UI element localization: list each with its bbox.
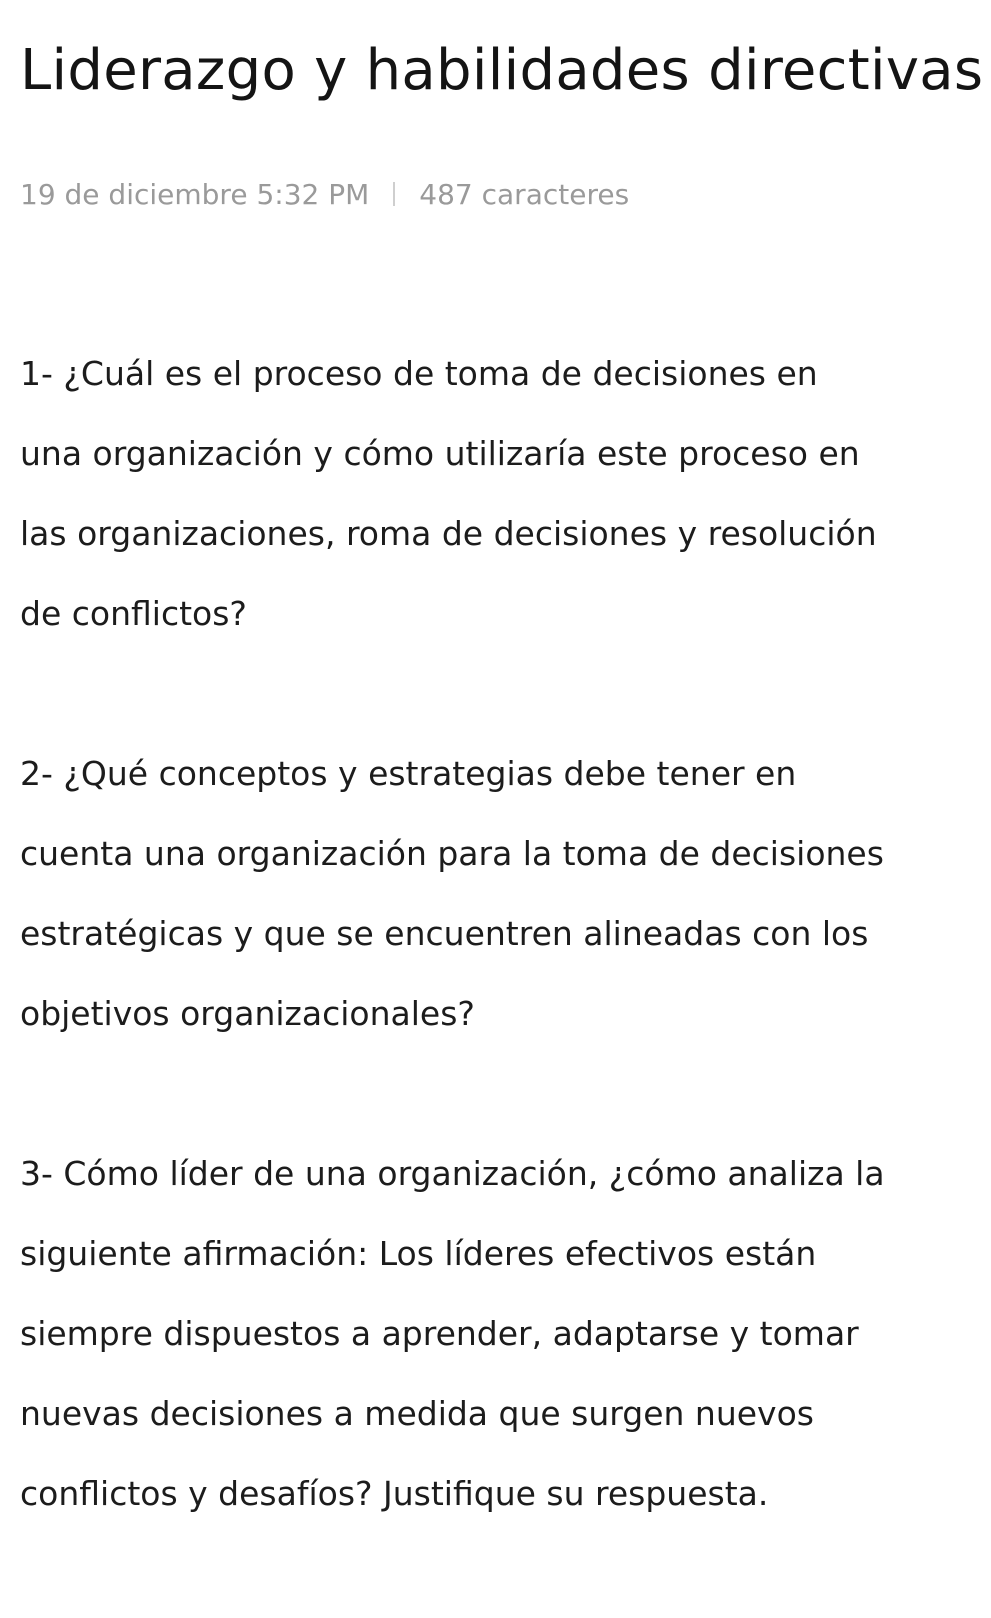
paragraph-spacer [20, 654, 980, 734]
note-char-count: 487 caracteres [419, 177, 630, 211]
note-paragraph-2: 2- ¿Qué conceptos y estrategias debe tener en cuenta una organización para la toma de decisiones estratégicas y que se encuentren alineadas con los objetivos organizacionales? [20, 754, 884, 1033]
note-meta [20, 174, 975, 214]
note-view [20, 0, 984, 1513]
note-title[interactable]: Liderazgo y habilidades directivas [20, 38, 984, 103]
meta-divider [393, 182, 395, 206]
note-body[interactable] [20, 334, 980, 1534]
paragraph-spacer [20, 1054, 980, 1134]
note-date: 19 de diciembre 5:32 PM [20, 177, 370, 211]
note-paragraph-3: 3- Cómo líder de una organización, ¿cómo analiza la siguiente afirmación: Los líderes efectivos están siempre dispuestos a aprender, adaptarse y tomar nuevas decisiones a medida que surgen nuevos conflictos y desafíos? Justifique su respuesta. [20, 1154, 885, 1513]
note-paragraph-1: 1- ¿Cuál es el proceso de toma de decisiones en una organización y cómo utilizaría este proceso en las organizaciones, roma de decisiones y resolución de conflictos? [20, 354, 877, 633]
